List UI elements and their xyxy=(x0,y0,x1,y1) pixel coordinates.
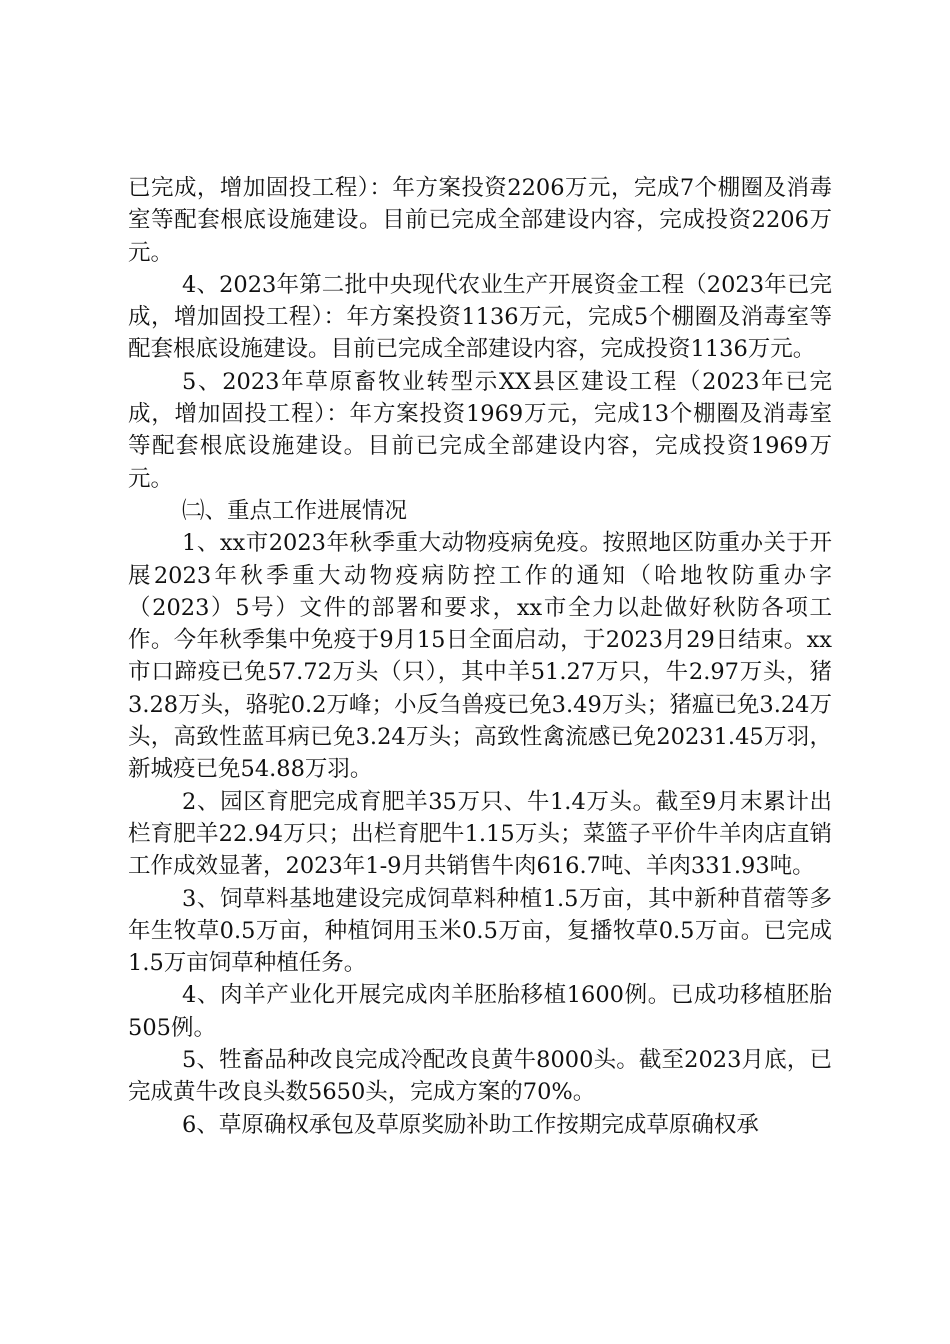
paragraph-mutton-industry: 4、肉羊产业化开展完成肉羊胚胎移植1600例。已成功移植胚胎505例。 xyxy=(128,982,832,1041)
paragraph-project-4: 4、2023年第二批中央现代农业生产开展资金工程（2023年已完成，增加固投工程）：年方案投资1136万元，完成5个棚圈及消毒室等配套根底设施建设。目前已完成全部建设内容，完成投资1136万元。 xyxy=(128,271,832,363)
paragraph-forage-base: 3、饲草料基地建设完成饲草料种植1.5万亩，其中新种苜蓿等多年生牧草0.5万亩，种植饲用玉米0.5万亩，复播牧草0.5万亩。已完成1.5万亩饲草种植任务。 xyxy=(128,885,832,977)
paragraph-epidemic-immunization: 1、xx市2023年秋季重大动物疫病免疫。按照地区防重办关于开展2023年秋季重大动物疫病防控工作的通知（哈地牧防重办字（2023）5号）文件的部署和要求，xx市全力以赴做好秋防各项工作。今年秋季集中免疫于9月15日全面启动，于2023月29日结束。xx市口蹄疫已免57.72万头（只），其中羊51.27万只，牛2.97万头，猪3.28万头，骆驼0.2万峰；小反刍兽疫已免3.49万头；猪瘟已免3.24万头，高致性蓝耳病已免3.24万头；高致性禽流感已免20231.45万羽，新城疫已免54.88万羽。 xyxy=(128,530,832,783)
paragraph-project-3-continued: 已完成，增加固投工程）：年方案投资2206万元，完成7个棚圈及消毒室等配套根底设施建设。目前已完成全部建设内容，完成投资2206万元。 xyxy=(128,175,832,266)
section-heading-key-work: ㈡、重点工作进展情况 xyxy=(182,497,408,524)
paragraph-grassland-contract: 6、草原确权承包及草原奖励补助工作按期完成草原确权承 xyxy=(182,1111,759,1138)
paragraph-breed-improvement: 5、牲畜品种改良完成冷配改良黄牛8000头。截至2023月底，已完成黄牛改良头数5650头，完成方案的70%。 xyxy=(128,1047,832,1106)
paragraph-project-5: 5、2023年草原畜牧业转型示XX县区建设工程（2023年已完成，增加固投工程）：年方案投资1969万元，完成13个棚圈及消毒室等配套根底设施建设。目前已完成全部建设内容，完成投资1969万元。 xyxy=(128,368,832,492)
document-body xyxy=(128,172,832,1141)
paragraph-fattening-park: 2、园区育肥完成育肥羊35万只、牛1.4万头。截至9月末累计出栏育肥羊22.94万只；出栏育肥牛1.15万头；菜篮子平价牛羊肉店直销工作成效显著，2023年1-9月共销售牛肉616.7吨、羊肉331.93吨。 xyxy=(128,788,832,880)
